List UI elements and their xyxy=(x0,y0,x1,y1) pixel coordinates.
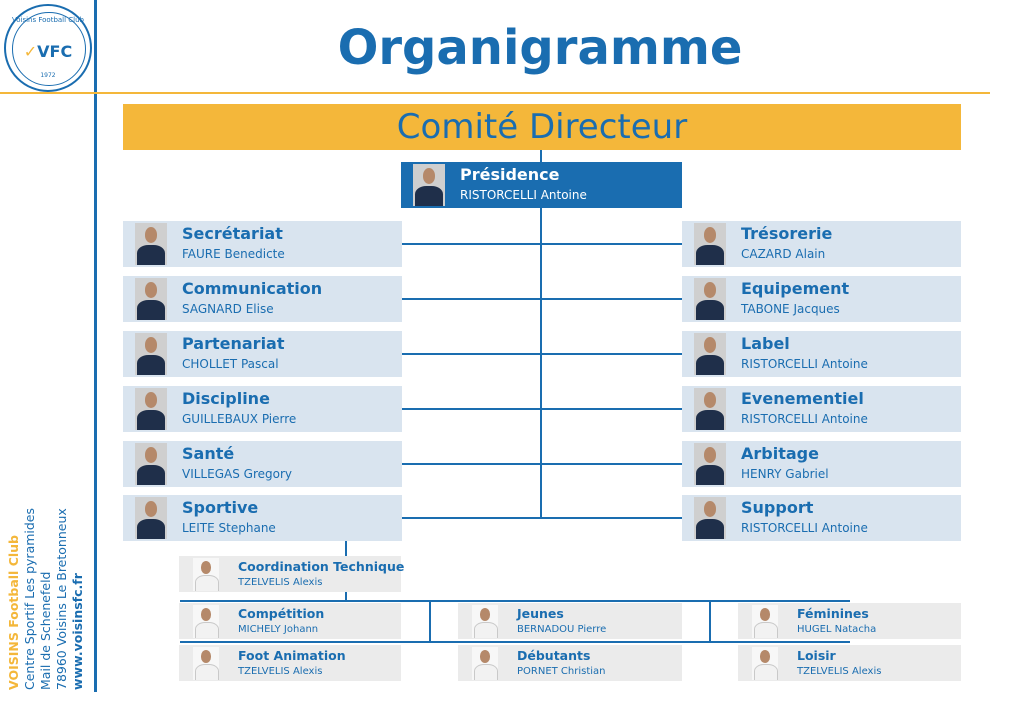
person-name: RISTORCELLI Antoine xyxy=(741,521,868,535)
person-photo-icon xyxy=(694,223,726,265)
org-box-feminines xyxy=(738,603,961,639)
person-photo-icon xyxy=(135,278,167,320)
person-name: SAGNARD Elise xyxy=(182,302,274,316)
person-photo-icon xyxy=(694,497,726,539)
role-title: Partenariat xyxy=(182,334,285,353)
logo-club-name: Voisins Football Club xyxy=(11,16,85,24)
org-box-equipement xyxy=(682,276,961,322)
person-photo-icon xyxy=(752,605,778,638)
org-box-discipline xyxy=(123,386,402,432)
role-title: Sportive xyxy=(182,498,259,517)
role-title: Loisir xyxy=(797,648,836,663)
page-title: Organigramme xyxy=(337,20,743,76)
org-box-coordination-technique xyxy=(179,556,405,592)
person-name: TZELVELIS Alexis xyxy=(238,577,323,588)
sidebar-address-line: Centre Sportif Les pyramides xyxy=(22,507,37,690)
person-name: CAZARD Alain xyxy=(741,247,826,261)
org-box-sante xyxy=(123,441,402,487)
person-name: RISTORCELLI Antoine xyxy=(460,188,587,202)
person-name: MICHELY Johann xyxy=(238,624,319,635)
sidebar-club-name: VOISINS Football Club xyxy=(6,535,21,690)
person-photo-icon xyxy=(135,223,167,265)
person-name: LEITE Stephane xyxy=(182,521,276,535)
person-photo-icon xyxy=(135,388,167,430)
person-photo-icon xyxy=(193,647,219,680)
sidebar-address-line: 78960 Voisins Le Bretonneux xyxy=(54,508,69,690)
org-box-secretariat xyxy=(123,221,402,267)
role-title: Label xyxy=(741,334,790,353)
org-box-competition xyxy=(179,603,401,639)
person-photo-icon xyxy=(472,605,498,638)
person-name: GUILLEBAUX Pierre xyxy=(182,412,297,426)
role-title: Evenementiel xyxy=(741,389,864,408)
role-title: Equipement xyxy=(741,279,850,298)
sidebar-address-line: Mail de Schenefeld xyxy=(38,571,53,690)
person-photo-icon xyxy=(694,443,726,485)
org-box-communication xyxy=(123,276,402,322)
org-box-arbitage xyxy=(682,441,961,487)
org-box-sportive xyxy=(123,495,402,541)
person-photo-icon xyxy=(694,278,726,320)
person-photo-icon xyxy=(193,558,219,591)
person-photo-icon xyxy=(413,164,445,206)
person-name: HENRY Gabriel xyxy=(741,467,829,481)
person-name: TZELVELIS Alexis xyxy=(797,666,882,677)
role-title: Arbitage xyxy=(741,444,819,463)
role-title: Santé xyxy=(182,444,235,463)
role-title: Support xyxy=(741,498,814,517)
person-name: CHOLLET Pascal xyxy=(182,357,279,371)
role-title: Communication xyxy=(182,279,323,298)
org-box-debutants xyxy=(458,645,682,681)
person-name: FAURE Benedicte xyxy=(182,247,285,261)
org-box-jeunes xyxy=(458,603,682,639)
role-title: Coordination Technique xyxy=(238,559,405,574)
role-title: Discipline xyxy=(182,389,270,408)
role-title: Foot Animation xyxy=(238,648,346,663)
person-name: RISTORCELLI Antoine xyxy=(741,357,868,371)
logo-year: 1972 xyxy=(40,72,56,79)
person-name: HUGEL Natacha xyxy=(797,624,877,635)
person-photo-icon xyxy=(135,333,167,375)
person-name: PORNET Christian xyxy=(517,666,606,677)
role-title: Féminines xyxy=(797,606,869,621)
person-photo-icon xyxy=(135,443,167,485)
org-box-partenariat xyxy=(123,331,402,377)
person-name: BERNADOU Pierre xyxy=(517,624,607,635)
role-title: Débutants xyxy=(517,648,591,663)
person-photo-icon xyxy=(472,647,498,680)
org-box-label xyxy=(682,331,961,377)
person-photo-icon xyxy=(135,497,167,539)
org-box-presidence xyxy=(401,162,682,208)
logo-mark-text: VFC xyxy=(37,42,73,61)
person-name: TZELVELIS Alexis xyxy=(238,666,323,677)
org-box-support xyxy=(682,495,961,541)
org-box-foot-animation xyxy=(179,645,401,681)
person-photo-icon xyxy=(694,388,726,430)
club-address-sidebar xyxy=(6,500,91,690)
sidebar-website-link[interactable]: www.voisinsfc.fr xyxy=(70,573,85,690)
org-box-loisir xyxy=(738,645,961,681)
role-title: Secrétariat xyxy=(182,224,283,243)
logo-check-icon: ✓ xyxy=(23,42,38,61)
person-name: RISTORCELLI Antoine xyxy=(741,412,868,426)
role-title: Trésorerie xyxy=(741,224,833,243)
banner-title: Comité Directeur xyxy=(396,107,688,147)
role-title: Compétition xyxy=(238,606,325,621)
role-title: Jeunes xyxy=(517,606,564,621)
org-box-evenementiel xyxy=(682,386,961,432)
person-photo-icon xyxy=(193,605,219,638)
person-name: VILLEGAS Gregory xyxy=(182,467,292,481)
org-box-tresorerie xyxy=(682,221,961,267)
role-title: Présidence xyxy=(460,165,560,184)
person-photo-icon xyxy=(752,647,778,680)
person-name: TABONE Jacques xyxy=(741,302,840,316)
person-photo-icon xyxy=(694,333,726,375)
